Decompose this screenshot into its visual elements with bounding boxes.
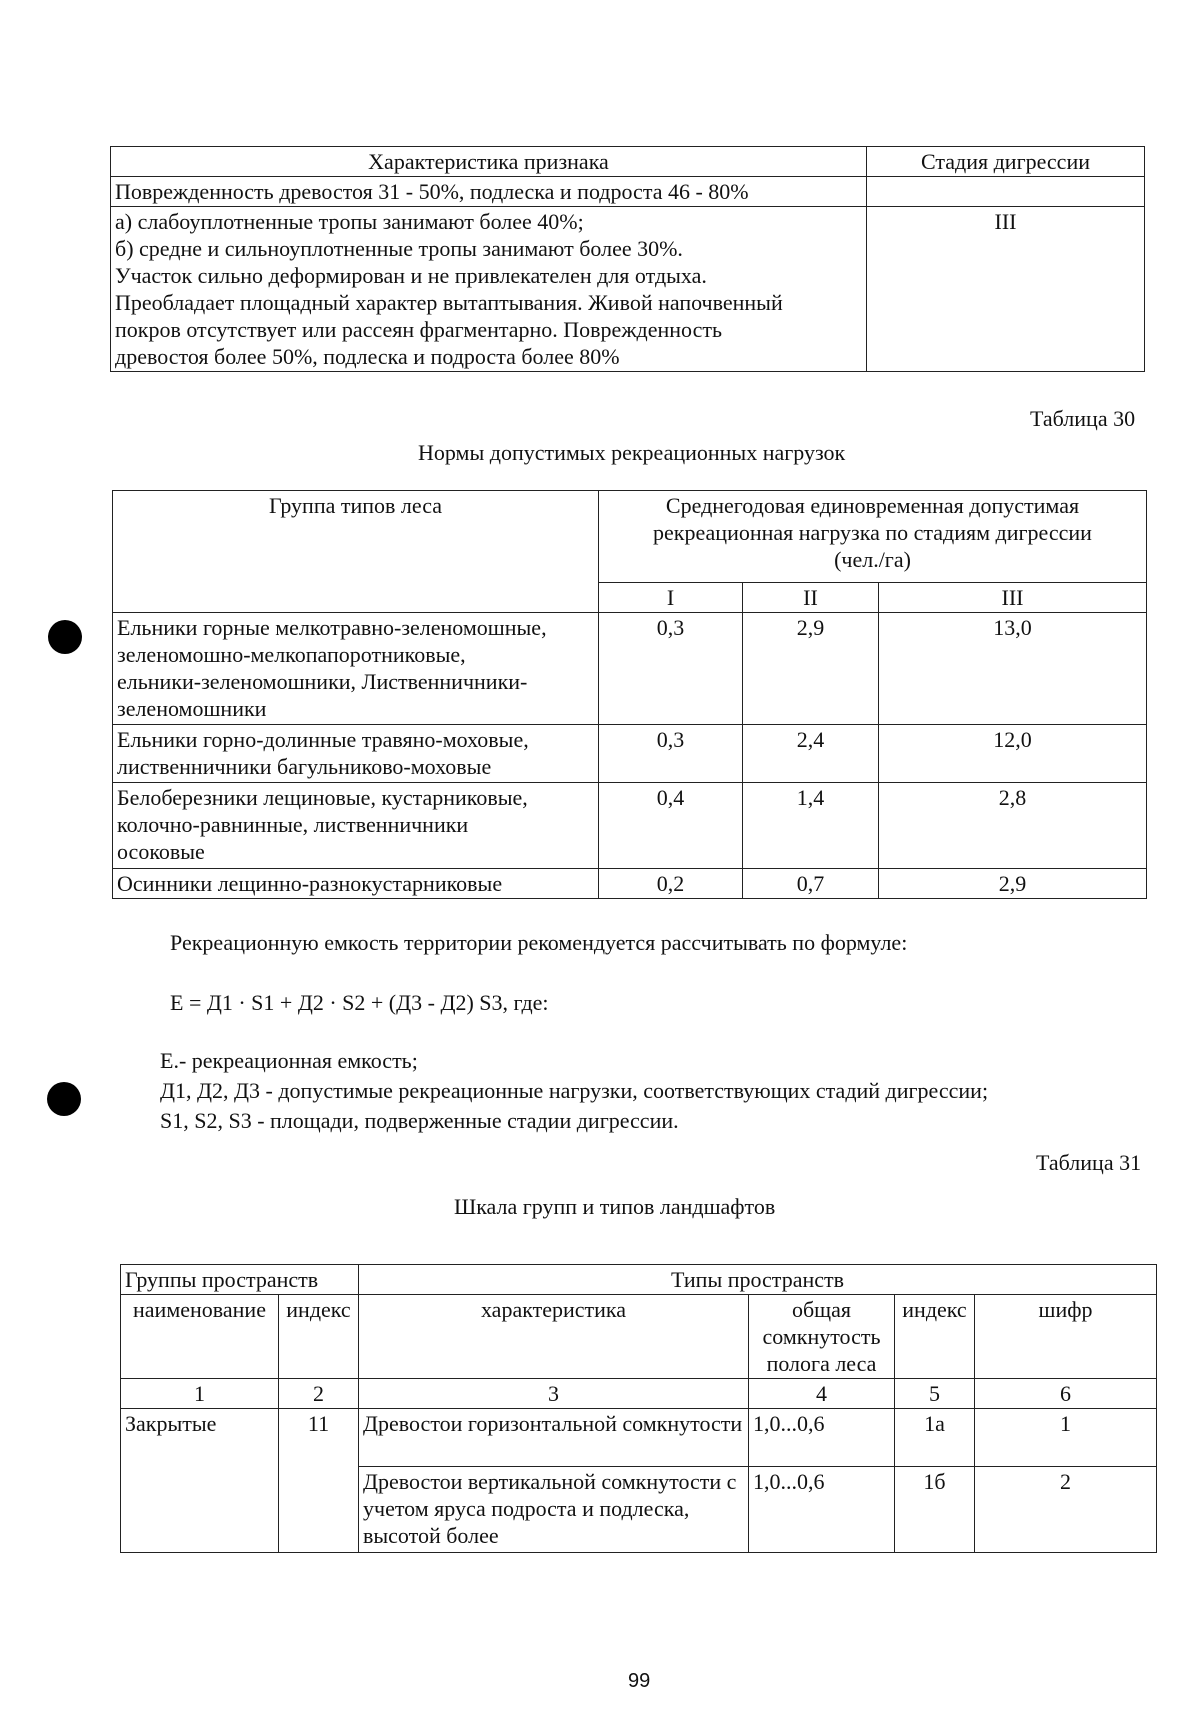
col-code: шифр (975, 1295, 1157, 1379)
header-feature: Характеристика признака (111, 147, 867, 177)
col-characteristic: характеристика (359, 1295, 749, 1379)
formula-intro: Рекреационную емкость территории рекомендуется рассчитывать по формуле: (170, 930, 908, 955)
landscape-scale-table: Группы пространств Типы пространств наименование индекс характеристика общая сомкнутость полога леса индекс шифр 1 2 3 4 5 6 Закрытые 11 Древостои горизонтальной сомкнутости 1,0...0,6 1а 1 Древостои вертикальной сомкнутости с учетом яруса подроста и подлеска, высотой более 1,0...0,6 1б 2 (120, 1264, 1157, 1553)
header-forest-group: Группа типов леса (113, 491, 599, 613)
recreation-load-table (112, 490, 1147, 899)
col-density: общая сомкнутость полога леса (749, 1295, 895, 1379)
table-row: Белоберезники лещиновые, кустарниковые, колочно-равнинные, лиственничники осоковые 0,4 1,4 2,8 (113, 783, 1147, 869)
table-30-label: Таблица 30 (1030, 406, 1136, 431)
page-number: 99 (628, 1670, 651, 1692)
punch-hole (48, 620, 82, 654)
table-31-title: Шкала групп и типов ландшафтов (454, 1194, 776, 1219)
table-31-label: Таблица 31 (1036, 1150, 1142, 1175)
digression-stage-table (110, 146, 1145, 372)
col-name: наименование (121, 1295, 279, 1379)
stage-iii: III (879, 583, 1147, 613)
damage-row: Поврежденность древостоя 31 - 50%, подлеска и подроста 46 - 80% (111, 177, 867, 207)
table-row: Ельники горно-долинные травяно-моховые, лиственничники багульниково-моховые 0,3 2,4 12,0 (113, 725, 1147, 783)
formula-equation: Е = Д1 · S1 + Д2 · S2 + (Д3 - Д2) S3, где: (170, 990, 549, 1015)
col-index: индекс (279, 1295, 359, 1379)
stage-value: III (867, 207, 1145, 372)
table-row: Древостои вертикальной сомкнутости с учетом яруса подроста и подлеска, высотой более 1,0...0,6 1б 2 (121, 1467, 1157, 1553)
group-name: Закрытые (121, 1409, 279, 1553)
formula-def-e: Е.- рекреационная емкость; (160, 1048, 418, 1073)
formula-def-d: Д1, Д2, Д3 - допустимые рекреационные нагрузки, соответствующих стадий дигрессии; (160, 1078, 989, 1103)
stage-ii: II (743, 583, 879, 613)
formula-def-s: S1, S2, S3 - площади, подверженные стадии дигрессии. (160, 1108, 679, 1133)
table-30-title: Нормы допустимых рекреационных нагрузок (418, 440, 846, 465)
table-row: Ельники горные мелкотравно-зеленомошные, зеленомошно-мелкопапоротниковые, ельники-зеленомошники, Лиственничники- зеленомошники 0,3 2,9 13,0 (113, 613, 1147, 725)
group-index: 11 (279, 1409, 359, 1553)
table-row: Закрытые 11 Древостои горизонтальной сомкнутости 1,0...0,6 1а 1 (121, 1409, 1157, 1467)
table-row: Осинники лещинно-разнокустарниковые 0,2 0,7 2,9 (113, 869, 1147, 899)
groups-header: Группы пространств (121, 1265, 359, 1295)
col-index2: индекс (895, 1295, 975, 1379)
types-header: Типы пространств (359, 1265, 1157, 1295)
punch-hole (47, 1082, 81, 1116)
stage-i: I (599, 583, 743, 613)
stage-description: а) слабоуплотненные тропы занимают более 40%; б) средне и сильноуплотненные тропы занимают более 30%. Участок сильно деформирован и не привлекателен для отдыха. Преобладает площадный характер вытаптывания. Живой напочвенный покров отсутствует или рассеян фрагментарно. Поврежденность древостоя более 50%, подлеска и подроста более 80% (111, 207, 867, 372)
header-load: Среднегодовая единовременная допустимая рекреационная нагрузка по стадиям дигрессии (чел./га) (599, 491, 1147, 583)
header-stage: Стадия дигрессии (867, 147, 1145, 177)
